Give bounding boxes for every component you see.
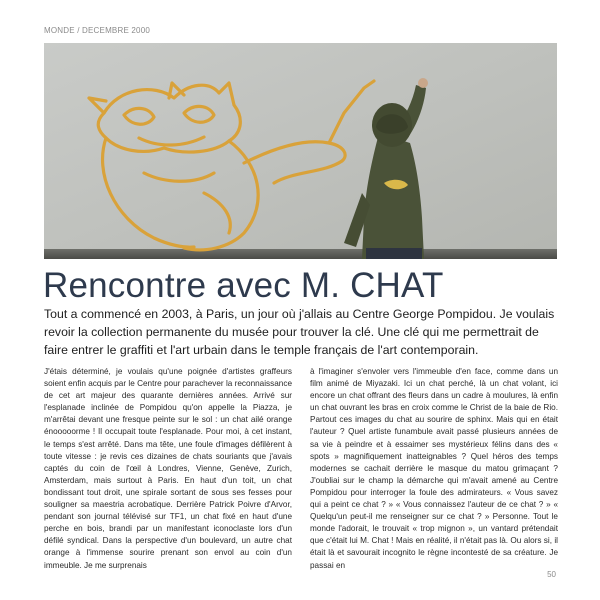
wall-background — [44, 43, 557, 259]
ground — [44, 249, 557, 259]
section-header: MONDE / DECEMBRE 2000 — [44, 26, 151, 35]
article-column-left: J'étais déterminé, je voulais qu'une poignée d'artistes graffeurs soient enfin acquis par le Centre pour parachever la reconnaissance de cet art majeur des quarante dernières années. Arrivé sur l'esplanade inclinée de Pompidou qu'on appelle la Piazza, je m'arrêtai devant une fresque peinte sur le sol : un chat ailé orange énooooorme ! Il occupait toute l'esplanade. Pour moi, à cet instant, le temps s'est arrêté. Dans ma tête, une foule d'images défilèrent à toute vitesse : je revis ces dizaines de chats souriants que j'avais captés du coin de l'œil à Londres, Vienne, Genève, Zurich, Amsterdam, mais surtout à Paris. En haut d'un toit, un chat bondissant tout droit, une spirale sortant de sous ses fesses pour souligner sa maestria acrobatique. Derrière Patrick Poivre d'Arvor, pendant son journal télévisé sur TF1, un chat fixé en haut d'une perche en bois, brandi par un manifestant iconoclaste lors d'un défilé syndical. Dans la perspective d'un boulevard, un autre chat orange à l'immense sourire prenant son envol au coin d'un immeuble. Je me surprenais — [44, 367, 292, 570]
page-number: 50 — [547, 570, 556, 579]
article-title: Rencontre avec M. CHAT — [43, 266, 444, 305]
article-lead: Tout a commencé en 2003, à Paris, un jour où j'allais au Centre George Pompidou. Je voulais revoir la collection permanente du musée pour trouver la clé. Une clé qui me permettrait de faire entrer le graffiti et l'art urbain dans le temple français de l'art contemporain. — [44, 307, 555, 357]
article-photo — [44, 43, 557, 259]
article-body — [44, 366, 558, 572]
article-column-right: à l'imaginer s'envoler vers l'immeuble d'en face, comme dans un film animé de Miyazaki. Ici un chat perché, là un chat volant, ici encore un chat offrant des fleurs dans un cadre à moulures, là enfin un chat ouvrant les bras en croix comme le Christ de la baie de Rio. Partout ces images du chat au sourire de sphinx. Mais qui en était l'auteur ? Quel artiste funambule avait passé plusieurs années de sa vie à peindre et à essaimer ses mystérieux félins dans des « spots » magnifiquement inatteignables ? Quel héros des temps modernes se cachait derrière le masque du matou grimaçant ? J'oubliai sur le champ la démarche qui m'avait amené au Centre Pompidou pour interroger la foule des admirateurs. « Vous savez qui a peint ce chat ? » « Vous connaissez l'auteur de ce chat ? » « Quelqu'un peut-il me renseigner sur ce chat ? » Personne. Tout le monde l'adorait, le trouvait « trop mignon », un vantard prétendait que c'était lui M. Chat ! Mais en réalité, il n'était pas là. Ou alors si, il était là et savourait incognito le règne incontesté de sa créature. Je passai en — [310, 367, 558, 570]
